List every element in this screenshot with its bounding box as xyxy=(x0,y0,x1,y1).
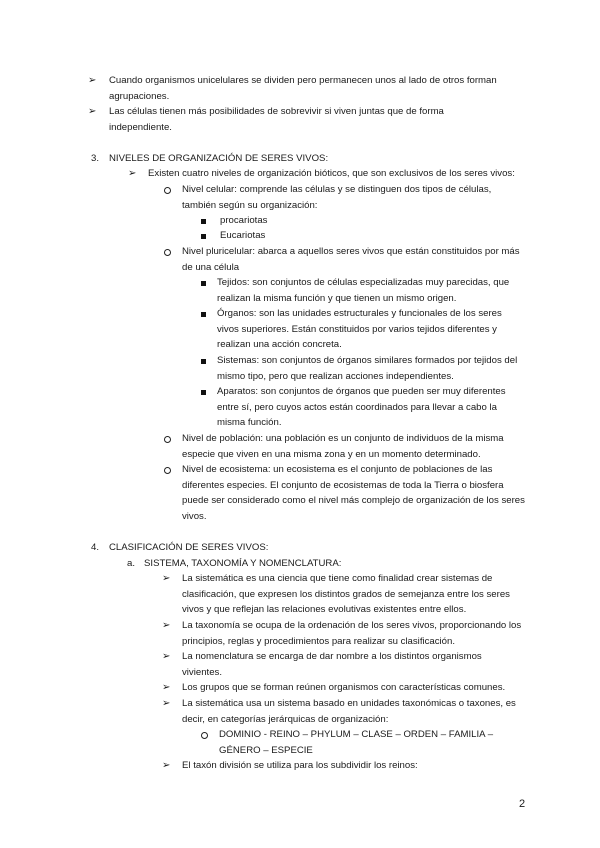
top-bullet xyxy=(88,104,488,135)
section-title: NIVELES DE ORGANIZACIÓN DE SERES VIVOS: xyxy=(109,153,329,164)
cell-type-item xyxy=(199,213,399,229)
top-bullet-text: Las células tienen más posibilidades de sobrevivir si viven juntas que de forma independiente. xyxy=(109,106,444,133)
pluri-item xyxy=(199,275,524,306)
square-bullet-icon xyxy=(201,390,206,395)
pluri-item xyxy=(199,306,524,353)
pluri-text: Órganos: son las unidades estructurales y funcionales de los seres vivos superiores. Están constituidos por varios tejidos diferentes y realizan una acción concreta. xyxy=(217,308,502,350)
classification-text: La nomenclatura se encarga de dar nombre a los distintos organismos vivientes. xyxy=(182,651,482,678)
cell-type-item xyxy=(199,228,399,244)
cell-type-text: procariotas xyxy=(220,215,268,226)
classification-text: La sistemática usa un sistema basado en unidades taxonómicas o taxones, es decir, en categorías jerárquicas de organización: xyxy=(182,698,516,725)
pluri-item xyxy=(199,353,524,384)
pluri-text: Tejidos: son conjuntos de células especializadas muy parecidas, que realizan la misma función y que tienen un mismo origen. xyxy=(217,277,510,304)
cell-type-text: Eucariotas xyxy=(220,230,266,241)
square-bullet-icon xyxy=(201,359,206,364)
hierarchy-item xyxy=(199,727,499,758)
level-item xyxy=(162,462,527,524)
hierarchy-text: DOMINIO - REINO – PHYLUM – CLASE – ORDEN – FAMILIA – GÉNERO – ESPECIE xyxy=(219,729,494,756)
level-item xyxy=(162,182,527,213)
arrow-bullet-icon: ➢ xyxy=(162,651,171,662)
classification-bullet xyxy=(162,680,527,696)
arrow-bullet-icon: ➢ xyxy=(162,760,171,771)
square-bullet-icon xyxy=(201,234,206,239)
subsection-title: SISTEMA, TAXONOMÍA Y NOMENCLATURA: xyxy=(144,558,342,569)
arrow-bullet-icon: ➢ xyxy=(88,106,97,117)
pluri-text: Sistemas: son conjuntos de órganos similares formados por tejidos del mismo tipo, pero que realizan acciones independientes. xyxy=(217,355,518,382)
circle-bullet-icon xyxy=(164,187,171,194)
section-number: 4. xyxy=(91,542,100,553)
top-bullet xyxy=(88,73,528,104)
arrow-bullet-icon: ➢ xyxy=(162,620,171,631)
section-heading xyxy=(88,151,528,167)
circle-bullet-icon xyxy=(201,732,208,739)
level-item xyxy=(162,244,527,275)
classification-bullet xyxy=(162,696,527,727)
page-number: 2 xyxy=(519,798,526,810)
intro-bullet xyxy=(128,166,538,182)
subsection-letter: a. xyxy=(127,558,136,569)
classification-bullet xyxy=(162,758,527,774)
circle-bullet-icon xyxy=(164,436,171,443)
level-text: Nivel de ecosistema: un ecosistema es el conjunto de poblaciones de las diferentes especies. El conjunto de ecosistemas de toda la Tierra o biosfera puede ser considerado como el nivel más complejo de organización de los seres vivos. xyxy=(182,464,525,522)
section-number: 3. xyxy=(91,153,100,164)
intro-text: Existen cuatro niveles de organización bióticos, que son exclusivos de los seres vivos: xyxy=(148,168,515,179)
classification-bullet xyxy=(162,649,502,680)
level-item xyxy=(162,431,527,462)
arrow-bullet-icon: ➢ xyxy=(128,168,137,179)
level-text: Nivel celular: comprende las células y se distinguen dos tipos de células, también según su organización: xyxy=(182,184,492,211)
classification-bullet xyxy=(162,571,527,618)
classification-text: Los grupos que se forman reúnen organismos con características comunes. xyxy=(182,682,506,693)
arrow-bullet-icon: ➢ xyxy=(162,698,171,709)
level-text: Nivel de población: una población es un conjunto de individuos de la misma especie que viven en una misma zona y en un momento determinado. xyxy=(182,433,504,460)
level-text: Nivel pluricelular: abarca a aquellos seres vivos que están constituidos por más de una célula xyxy=(182,246,520,273)
section-title: CLASIFICACIÓN DE SERES VIVOS: xyxy=(109,542,269,553)
section-heading xyxy=(88,540,528,556)
arrow-bullet-icon: ➢ xyxy=(162,682,171,693)
classification-bullet xyxy=(162,618,527,649)
pluri-item xyxy=(199,384,524,431)
arrow-bullet-icon: ➢ xyxy=(88,75,97,86)
top-bullet-text: Cuando organismos unicelulares se dividen pero permanecen unos al lado de otros forman agrupaciones. xyxy=(109,75,497,102)
circle-bullet-icon xyxy=(164,249,171,256)
subsection-heading xyxy=(124,556,524,572)
classification-text: La taxonomía se ocupa de la ordenación de los seres vivos, proporcionando los principios, reglas y procedimientos para realizar su clasificación. xyxy=(182,620,522,647)
square-bullet-icon xyxy=(201,281,206,286)
square-bullet-icon xyxy=(201,219,206,224)
classification-text: La sistemática es una ciencia que tiene como finalidad crear sistemas de clasificación, que expresen los distintos grados de semejanza entre los seres vivos y que reflejan las relaciones evolutivas existentes entre ellos. xyxy=(182,573,510,615)
square-bullet-icon xyxy=(201,312,206,317)
arrow-bullet-icon: ➢ xyxy=(162,573,171,584)
classification-text: El taxón división se utiliza para los subdividir los reinos: xyxy=(182,760,418,771)
pluri-text: Aparatos: son conjuntos de órganos que pueden ser muy diferentes entre sí, pero cuyos actos están coordinados para llevar a cabo la misma función. xyxy=(217,386,506,428)
circle-bullet-icon xyxy=(164,467,171,474)
